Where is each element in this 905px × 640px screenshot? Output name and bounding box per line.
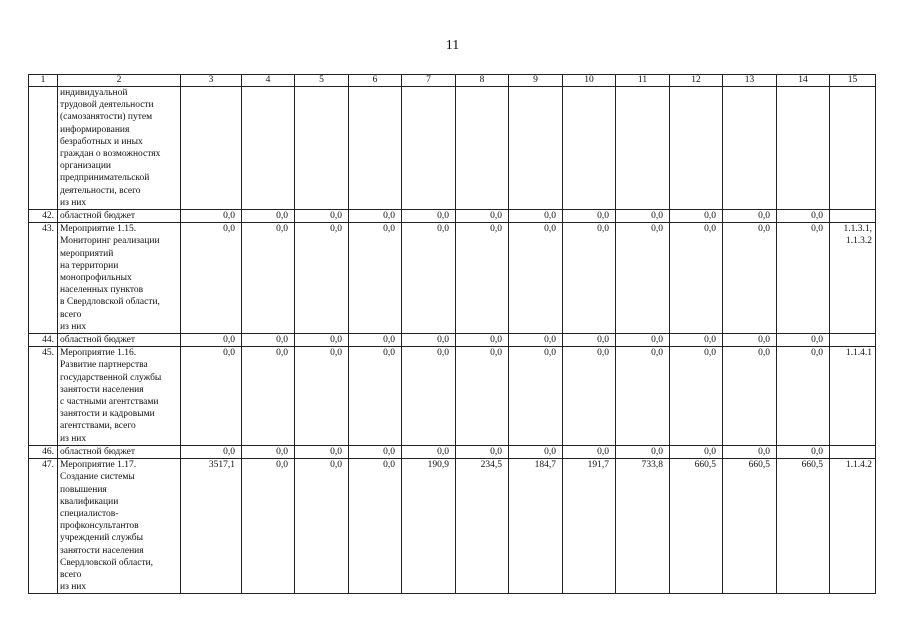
header-cell: 6 — [349, 75, 402, 87]
value-cell: 3517,1 — [181, 459, 242, 594]
value-cell — [509, 87, 563, 210]
value-cell — [777, 87, 830, 210]
value-cell: 0,0 — [670, 334, 723, 347]
value-cell: 0,0 — [670, 210, 723, 223]
target-code — [830, 210, 876, 223]
header-cell: 8 — [456, 75, 509, 87]
value-cell: 0,0 — [242, 223, 295, 334]
target-code — [830, 87, 876, 210]
value-cell: 0,0 — [616, 334, 670, 347]
header-row — [29, 75, 876, 87]
value-cell: 0,0 — [242, 459, 295, 594]
value-cell: 0,0 — [670, 445, 723, 458]
value-cell — [181, 87, 242, 210]
value-cell: 0,0 — [670, 223, 723, 334]
value-cell: 234,5 — [456, 459, 509, 594]
value-cell: 191,7 — [563, 459, 616, 594]
row-index: 42. — [29, 210, 58, 223]
row-index: 47. — [29, 459, 58, 594]
value-cell: 0,0 — [295, 347, 349, 446]
budget-table — [28, 74, 876, 594]
header-cell: 5 — [295, 75, 349, 87]
value-cell: 0,0 — [777, 210, 830, 223]
table-row — [29, 334, 876, 347]
value-cell: 0,0 — [349, 334, 402, 347]
value-cell: 0,0 — [456, 347, 509, 446]
header-cell: 3 — [181, 75, 242, 87]
target-code: 1.1.4.2 — [830, 459, 876, 594]
value-cell: 0,0 — [509, 210, 563, 223]
row-name: областной бюджет — [58, 210, 181, 223]
header-cell: 12 — [670, 75, 723, 87]
value-cell: 0,0 — [723, 210, 777, 223]
value-cell: 0,0 — [509, 445, 563, 458]
table-row — [29, 210, 876, 223]
value-cell: 0,0 — [181, 334, 242, 347]
value-cell: 0,0 — [242, 334, 295, 347]
value-cell: 0,0 — [777, 223, 830, 334]
value-cell: 0,0 — [509, 347, 563, 446]
value-cell: 0,0 — [349, 347, 402, 446]
value-cell: 0,0 — [242, 445, 295, 458]
row-index: 43. — [29, 223, 58, 334]
value-cell: 0,0 — [563, 210, 616, 223]
value-cell: 0,0 — [777, 347, 830, 446]
value-cell: 0,0 — [295, 210, 349, 223]
header-cell: 7 — [402, 75, 456, 87]
table-row — [29, 347, 876, 446]
value-cell: 0,0 — [456, 223, 509, 334]
value-cell: 0,0 — [181, 347, 242, 446]
row-name: Мероприятие 1.15. Мониторинг реализации мероприятий на территории монопрофильных населенных пунктов в Свердловской области, всего из них — [58, 223, 181, 334]
value-cell: 184,7 — [509, 459, 563, 594]
value-cell: 0,0 — [616, 347, 670, 446]
row-index: 45. — [29, 347, 58, 446]
value-cell: 0,0 — [563, 223, 616, 334]
value-cell: 0,0 — [295, 223, 349, 334]
value-cell: 0,0 — [670, 347, 723, 446]
value-cell: 190,9 — [402, 459, 456, 594]
value-cell: 0,0 — [181, 210, 242, 223]
value-cell: 0,0 — [181, 223, 242, 334]
header-cell: 11 — [616, 75, 670, 87]
value-cell — [349, 87, 402, 210]
value-cell: 0,0 — [295, 334, 349, 347]
value-cell: 0,0 — [349, 445, 402, 458]
row-index: 46. — [29, 445, 58, 458]
row-name: областной бюджет — [58, 334, 181, 347]
value-cell: 0,0 — [723, 445, 777, 458]
target-code: 1.1.3.1, 1.1.3.2 — [830, 223, 876, 334]
value-cell — [295, 87, 349, 210]
row-name: Мероприятие 1.16. Развитие партнерства государственной службы занятости населения с частными агентствами занятости и кадровыми агентствами, всего из них — [58, 347, 181, 446]
header-cell: 2 — [58, 75, 181, 87]
value-cell: 0,0 — [349, 459, 402, 594]
value-cell: 0,0 — [295, 459, 349, 594]
value-cell — [242, 87, 295, 210]
value-cell — [670, 87, 723, 210]
value-cell: 0,0 — [349, 223, 402, 334]
value-cell: 0,0 — [456, 210, 509, 223]
row-name: индивидуальной трудовой деятельности (самозанятости) путем информирования безработных и иных граждан о возможностях организации предпринимательской деятельности, всего из них — [58, 87, 181, 210]
value-cell — [402, 87, 456, 210]
value-cell: 0,0 — [723, 347, 777, 446]
value-cell — [616, 87, 670, 210]
value-cell — [563, 87, 616, 210]
value-cell: 0,0 — [563, 334, 616, 347]
row-name: областной бюджет — [58, 445, 181, 458]
value-cell: 0,0 — [777, 445, 830, 458]
header-cell: 4 — [242, 75, 295, 87]
table-row — [29, 87, 876, 210]
value-cell: 0,0 — [402, 223, 456, 334]
table-row — [29, 223, 876, 334]
value-cell: 0,0 — [242, 210, 295, 223]
page-number: 11 — [445, 38, 460, 53]
header-cell: 13 — [723, 75, 777, 87]
target-code — [830, 334, 876, 347]
value-cell: 0,0 — [777, 334, 830, 347]
value-cell: 0,0 — [563, 445, 616, 458]
row-name: Мероприятие 1.17. Создание системы повышения квалификации специалистов- профконсультантов учреждений службы занятости населения Свердловской области, всего из них — [58, 459, 181, 594]
value-cell: 0,0 — [563, 347, 616, 446]
table-row — [29, 445, 876, 458]
value-cell: 0,0 — [402, 445, 456, 458]
table-row — [29, 459, 876, 594]
target-code — [830, 445, 876, 458]
value-cell: 0,0 — [723, 223, 777, 334]
value-cell: 0,0 — [456, 334, 509, 347]
value-cell: 0,0 — [616, 445, 670, 458]
header-cell: 15 — [830, 75, 876, 87]
value-cell: 0,0 — [402, 347, 456, 446]
value-cell — [456, 87, 509, 210]
header-cell: 1 — [29, 75, 58, 87]
header-cell: 14 — [777, 75, 830, 87]
value-cell: 0,0 — [723, 334, 777, 347]
value-cell: 660,5 — [777, 459, 830, 594]
value-cell: 0,0 — [402, 334, 456, 347]
value-cell: 0,0 — [242, 347, 295, 446]
value-cell: 733,8 — [616, 459, 670, 594]
value-cell: 0,0 — [181, 445, 242, 458]
value-cell: 0,0 — [295, 445, 349, 458]
header-cell: 9 — [509, 75, 563, 87]
value-cell: 0,0 — [349, 210, 402, 223]
value-cell: 0,0 — [509, 223, 563, 334]
value-cell: 660,5 — [670, 459, 723, 594]
value-cell — [723, 87, 777, 210]
value-cell: 0,0 — [402, 210, 456, 223]
header-cell: 10 — [563, 75, 616, 87]
value-cell: 0,0 — [616, 223, 670, 334]
value-cell: 0,0 — [456, 445, 509, 458]
value-cell: 0,0 — [509, 334, 563, 347]
value-cell: 660,5 — [723, 459, 777, 594]
value-cell: 0,0 — [616, 210, 670, 223]
row-index: 44. — [29, 334, 58, 347]
target-code: 1.1.4.1 — [830, 347, 876, 446]
row-index — [29, 87, 58, 210]
